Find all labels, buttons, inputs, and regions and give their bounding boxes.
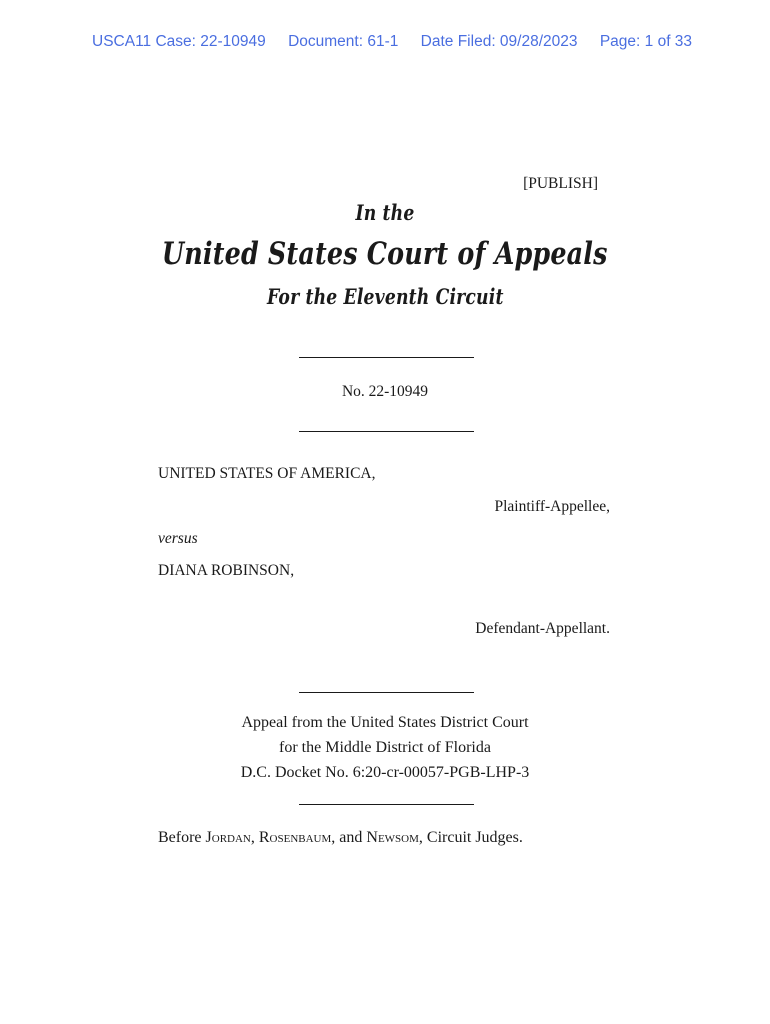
panel-suffix: , Circuit Judges. xyxy=(418,829,523,846)
case-number: No. 22-10949 xyxy=(341,383,429,400)
plaintiff-role: Plaintiff-Appellee, xyxy=(494,498,610,515)
court-prefix xyxy=(0,200,770,226)
appeal-district-line: for the Middle District of Florida xyxy=(279,739,491,756)
header-date-filed: Date Filed: 09/28/2023 xyxy=(420,33,578,50)
court-name xyxy=(0,236,770,272)
panel-separator: , and xyxy=(331,829,367,846)
defendant-role: Defendant-Appellant. xyxy=(475,620,610,637)
divider-rule xyxy=(299,431,474,432)
plaintiff-name: UNITED STATES OF AMERICA, xyxy=(158,465,376,482)
judge-rosenbaum: Rosenbaum xyxy=(258,829,332,846)
header-case-number: USCA11 Case: 22-10949 xyxy=(92,33,266,50)
divider-rule xyxy=(299,357,474,358)
panel-judges xyxy=(158,829,523,847)
appeal-origin-line: Appeal from the United States District Court xyxy=(241,714,529,731)
filing-header xyxy=(92,33,692,51)
defendant-name: DIANA ROBINSON, xyxy=(158,562,295,579)
court-prefix-text: In the xyxy=(355,200,415,225)
judge-jordan: Jordan xyxy=(205,829,251,846)
header-page-count: Page: 1 of 33 xyxy=(599,33,693,50)
panel-prefix: Before xyxy=(158,829,206,846)
appeal-docket-line: D.C. Docket No. 6:20-cr-00057-PGB-LHP-3 xyxy=(240,764,530,781)
panel-separator: , xyxy=(250,829,259,846)
court-name-text: United States Court of Appeals xyxy=(162,236,608,272)
divider-rule xyxy=(299,692,474,693)
header-document-number: Document: 61-1 xyxy=(288,33,399,50)
judge-newsom: Newsom xyxy=(366,829,419,846)
publish-tag: [PUBLISH] xyxy=(523,175,598,192)
circuit-name-text: For the Eleventh Circuit xyxy=(266,284,504,309)
divider-rule xyxy=(299,804,474,805)
circuit-name xyxy=(0,284,770,310)
versus-label: versus xyxy=(158,530,198,547)
